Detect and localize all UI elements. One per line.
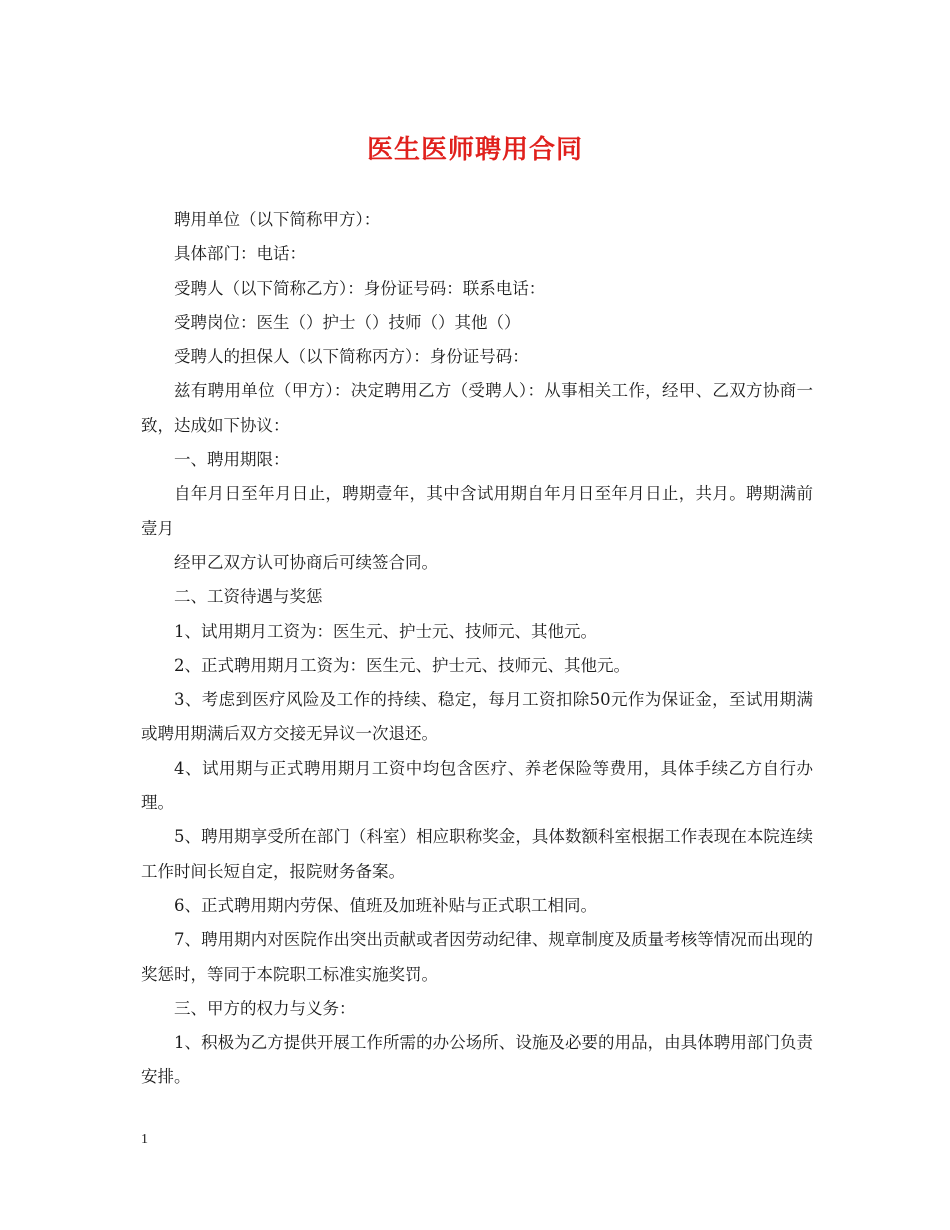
paragraph: 经甲乙双方认可协商后可续签合同。 (174, 552, 438, 572)
document-body (141, 203, 813, 1095)
list-item: 4、试用期与正式聘用期月工资中均包含医疗、养老保险等费用，具体手续乙方自行办理。 (141, 758, 813, 813)
section-heading: 一、聘用期限： (174, 450, 290, 470)
section-heading: 三、甲方的权力与义务： (174, 998, 356, 1018)
list-item: 6、正式聘用期内劳保、值班及加班补贴与正式职工相同。 (174, 895, 597, 915)
list-item: 1、积极为乙方提供开展工作所需的办公场所、设施及必要的用品，由具体聘用部门负责安排。 (141, 1033, 813, 1087)
section-heading: 二、工资待遇与奖惩 (174, 587, 323, 607)
paragraph: 受聘岗位：医生（）护士（）技师（）其他（） (174, 312, 521, 332)
paragraph: 自年月日至年月日止，聘期壹年，其中含试用期自年月日至年月日止，共月。聘期满前壹月 (141, 484, 813, 538)
paragraph: 具体部门：电话： (174, 244, 306, 264)
paragraph: 兹有聘用单位（甲方）：决定聘用乙方（受聘人）：从事相关工作，经甲、乙双方协商一致，达成如下协议： (141, 381, 813, 435)
list-item: 3、考虑到医疗风险及工作的持续、稳定，每月工资扣除50元作为保证金，至试用期满或聘用期满后双方交接无异议一次退还。 (141, 690, 813, 744)
paragraph: 受聘人的担保人（以下简称丙方）：身份证号码： (174, 347, 529, 367)
page-number: 1 (141, 1132, 148, 1147)
paragraph: 受聘人（以下简称乙方）：身份证号码：联系电话： (174, 278, 546, 298)
list-item: 2、正式聘用期月工资为：医生元、护士元、技师元、其他元。 (174, 655, 630, 675)
paragraph: 聘用单位（以下简称甲方）： (174, 210, 381, 229)
document-title: 医生医师聘用合同 (366, 135, 583, 165)
list-item: 5、聘用期享受所在部门（科室）相应职称奖金，具体数额科室根据工作表现在本院连续工作时间长短自定，报院财务备案。 (141, 827, 813, 881)
list-item: 1、试用期月工资为：医生元、护士元、技师元、其他元。 (174, 621, 597, 641)
list-item: 7、聘用期内对医院作出突出贡献或者因劳动纪律、规章制度及质量考核等情况而出现的奖惩时，等同于本院职工标准实施奖罚。 (141, 930, 813, 984)
